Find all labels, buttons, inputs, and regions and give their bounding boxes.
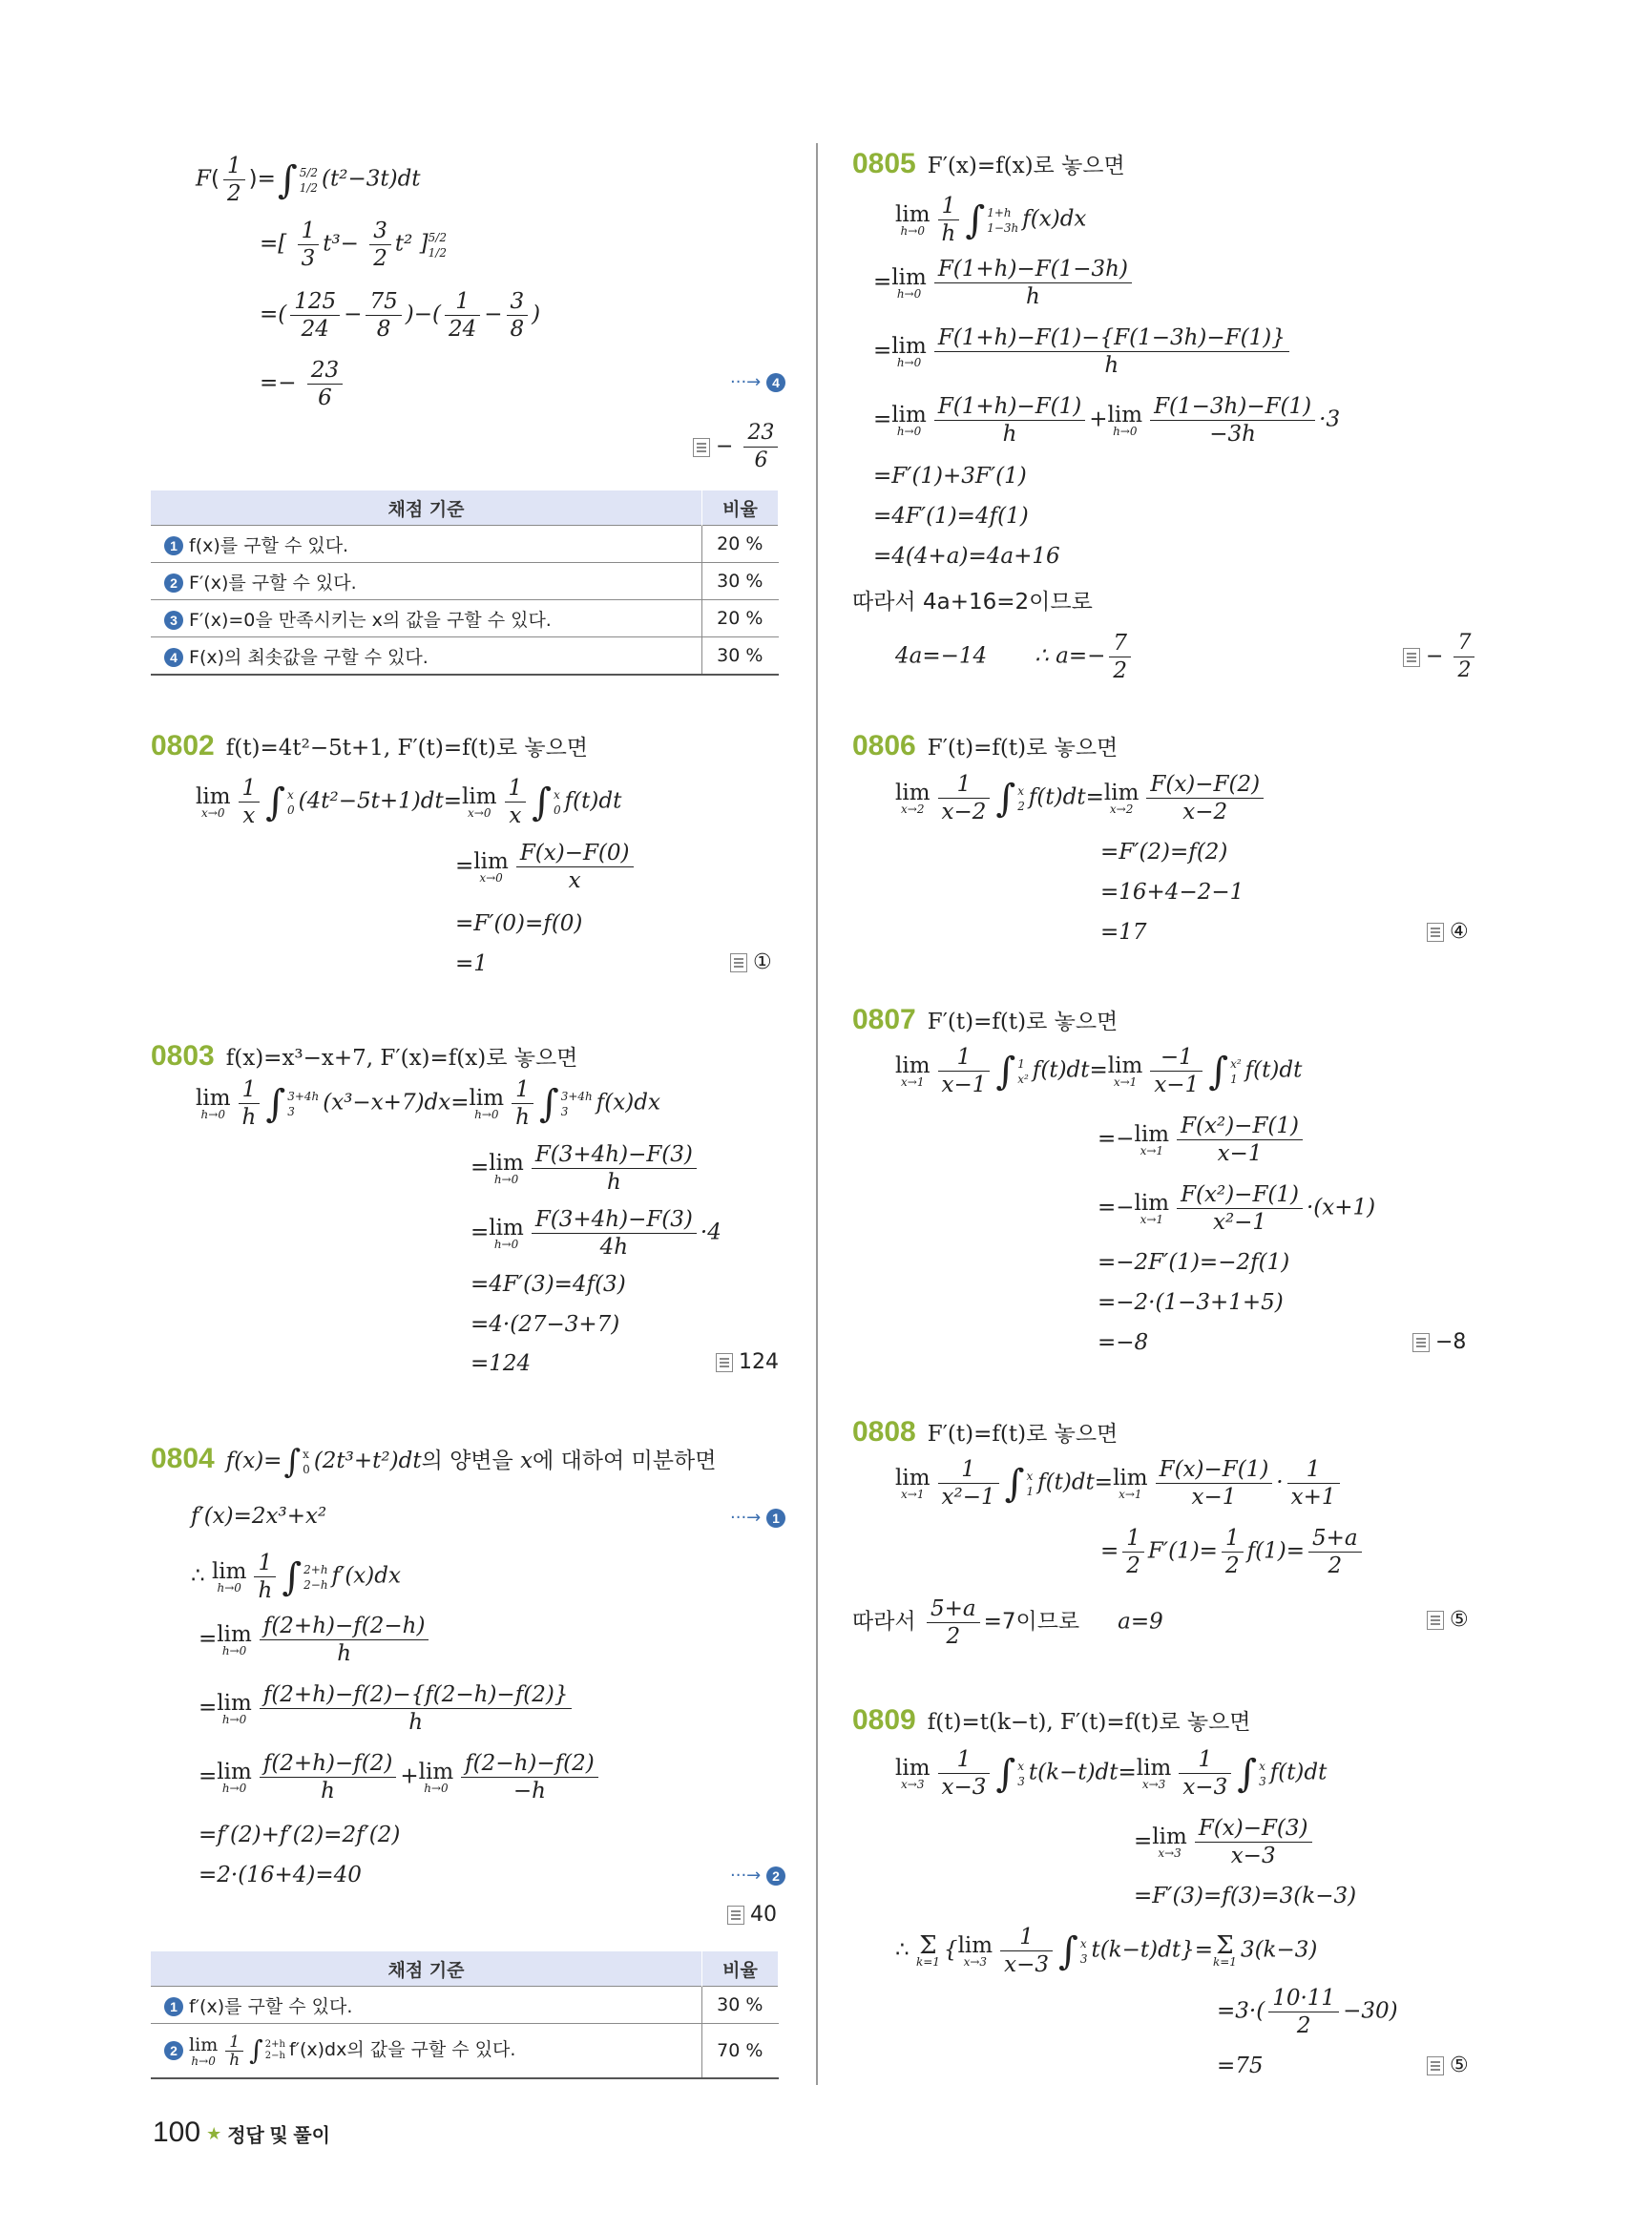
table-header-ratio: 비율 <box>702 490 779 526</box>
answer-0809: ⑤ <box>1427 2054 1469 2077</box>
scoring-table-0804 <box>151 1951 779 2079</box>
answer-0804: 40 <box>727 1903 777 1927</box>
eq-0806-line1: lim x→2 $\frac{1}{x-2}$ ∫ x 2 f(t)dt=lim x→2 $\frac{F(x)-F(2)}{x-2}$ <box>895 771 1267 825</box>
eq-0809-line1: lim x→3 $\frac{1}{x-3}$ ∫ x 3 t(k−t)dt=lim x→3 $\frac{1}{x-3}$ ∫ x 3 f(t)dt <box>895 1747 1328 1800</box>
eq-0805-line9: 4a=−14 ∴ a=− $\frac{7}{2}$ <box>895 630 1135 684</box>
eq-0803-line5: =4·(27−3+7) <box>471 1312 620 1337</box>
table-row: 2 F′(x)를 구할 수 있다. 30 % <box>151 563 779 600</box>
eq-0804-line1: f′(x)=2x³+x² <box>191 1504 327 1529</box>
problem-0806-heading: 0806 F′(t)=f(t)로 놓으면 <box>852 730 1119 761</box>
eq-0804-line3: =lim h→0 $\frac{f(2+h)-f(2-h)}{h}$ <box>199 1613 432 1667</box>
problem-0807-heading: 0807 F′(t)=f(t)로 놓으면 <box>852 1004 1119 1035</box>
eq-0808-line1: lim x→1 $\frac{1}{\text{x²−1}}$ ∫ x 1 f(t)dt=lim x→1 $\frac{F(x)-F(1)}{x-1}$ · $\frac{1}{x+1}$ <box>895 1456 1344 1511</box>
eq-0801-line1: F( $\frac{1}{2}$ )=∫ 5/2 1/2 (t²−3t)dt <box>196 154 421 206</box>
problem-0803-heading: 0803 f(x)=x³−x+7, F′(x)=f(x)로 놓으면 <box>151 1040 578 1072</box>
eq-0806-line2: =F′(2)=f(2) <box>1100 840 1228 865</box>
table-row: 2 lim h→0 $\frac{1}{h}$ ∫ 2+h 2−h f′(x)dx의 값을 구할 수 있다. 70 % <box>151 2024 779 2079</box>
scoring-table-0801 <box>151 490 779 676</box>
eq-0801-line4: =− $\frac{23}{6}$ <box>260 357 346 411</box>
answer-icon <box>1403 648 1420 667</box>
eq-0804-line7: =2·(16+4)=40 <box>199 1863 362 1887</box>
table-row: 3 F′(x)=0을 만족시키는 x의 값을 구할 수 있다. 20 % <box>151 600 779 637</box>
eq-0805-line3: =lim h→0 $\frac{F(1+h)-F(1)-\{F(1-3h)-F(1)\}}{h}$ <box>873 324 1293 379</box>
answer-icon <box>1412 1333 1430 1352</box>
answer-0801: − $\frac{23}{6}$ <box>693 420 782 474</box>
answer-0802: ① <box>730 950 772 974</box>
eq-0807-line6: =−8 <box>1098 1330 1149 1355</box>
eq-0809-line2: =lim x→3 $\frac{F(x)-F(3)}{x-3}$ <box>1134 1815 1316 1869</box>
step-marker-4: ···→ 4 <box>730 372 785 392</box>
table-row: 1 f′(x)를 구할 수 있다. 30 % <box>151 1987 779 2024</box>
eq-0802-line1: lim x→0 $\frac{1}{x}$ ∫ x 0 (4t²−5t+1)dt=lim x→0 $\frac{1}{x}$ ∫ x 0 f(t)dt <box>196 776 622 828</box>
eq-0806-line4: =17 <box>1100 920 1147 945</box>
answer-icon <box>1427 923 1444 942</box>
step-marker-1: ···→ 1 <box>730 1508 785 1528</box>
eq-0805-line1: lim h→0 $\frac{1}{h}$ ∫ 1+h 1−3h f(x)dx <box>895 194 1087 246</box>
eq-0804-line6: =f′(2)+f′(2)=2f′(2) <box>199 1823 401 1847</box>
eq-0805-line5: =F′(1)+3F′(1) <box>873 464 1027 489</box>
eq-0809-line4: ∴ Σ k=1 {lim x→3 $\frac{1}{x-3}$ ∫ x 3 t(k−t)dt}= Σ k=1 3(k−3) <box>895 1925 1318 1977</box>
table-header-criteria: 채점 기준 <box>151 490 702 526</box>
problem-0805-heading: 0805 F′(x)=f(x)로 놓으면 <box>852 148 1125 179</box>
step-marker-2: ···→ 2 <box>730 1866 785 1886</box>
eq-0802-line4: =1 <box>455 951 488 976</box>
eq-0805-line4: =lim h→0 $\frac{F(1+h)-F(1)}{h}$ +lim h→0 $\frac{F(1-3h)-F(1)}{-3h}$ ·3 <box>873 394 1341 447</box>
eq-0803-line4: =4F′(3)=4f(3) <box>471 1272 626 1297</box>
table-row: 4 F(x)의 최솟값을 구할 수 있다. 30 % <box>151 637 779 676</box>
problem-0808-heading: 0808 F′(t)=f(t)로 놓으면 <box>852 1416 1119 1448</box>
star-icon: ★ <box>206 2123 222 2143</box>
eq-0805-line2: =lim h→0 $\frac{F(1+h)-F(1-3h)}{h}$ <box>873 256 1136 310</box>
answer-icon <box>727 1906 744 1925</box>
eq-0808-line2: = $\frac{1}{2}$ F′(1)= $\frac{1}{2}$ f(1)= $\frac{5+a}{2}$ <box>1100 1525 1366 1579</box>
eq-0803-line3: =lim h→0 $\frac{F(3+4h)-F(3)}{4h}$ ·4 <box>471 1207 721 1260</box>
eq-0807-line3: =−lim x→1 $\frac{\text{F(x²)−F(1)}}{\text{x²−1}}$ ·(x+1) <box>1098 1182 1376 1235</box>
eq-0803-line2: =lim h→0 $\frac{F(3+4h)-F(3)}{h}$ <box>471 1141 701 1196</box>
eq-0809-line5: =3·( $\frac{10\cdot 11}{2}$ −30) <box>1217 1986 1398 2038</box>
answer-0805: − $\frac{7}{2}$ <box>1403 630 1478 684</box>
eq-0808-line3: 따라서 $\frac{5+a}{2}$ =7이므로 a=9 <box>852 1596 1163 1649</box>
eq-0803-line6: =124 <box>471 1351 532 1376</box>
page-number: 100 <box>153 2116 201 2148</box>
eq-0801-line3: =( $\frac{125}{24}$ − $\frac{75}{8}$ )−( $\frac{1}{24}$ − $\frac{3}{8}$ ) <box>260 289 541 342</box>
table-header-criteria: 채점 기준 <box>151 1951 702 1987</box>
column-divider <box>816 143 818 2085</box>
eq-0803-line1: lim h→0 $\frac{1}{h}$ ∫ 3+4h 3 (x³−x+7)dx=lim h→0 $\frac{1}{h}$ ∫ 3+4h 3 f(x)dx <box>196 1077 660 1130</box>
footer-title: 정답 및 풀이 <box>227 2125 330 2147</box>
answer-icon <box>1427 1611 1444 1630</box>
eq-0802-line2: =lim x→0 $\frac{F(x)-F(0)}{x}$ <box>455 840 638 894</box>
problem-0802-heading: 0802 f(t)=4t²−5t+1, F′(t)=f(t)로 놓으면 <box>151 730 589 761</box>
eq-0807-line2: =−lim x→1 $\frac{\text{F(x²)−F(1)}}{x-1}$ <box>1098 1113 1307 1167</box>
answer-0808: ⑤ <box>1427 1608 1469 1632</box>
eq-0809-line6: =75 <box>1217 2054 1264 2078</box>
eq-0805-line7: =4(4+a)=4a+16 <box>873 544 1060 569</box>
answer-0803: 124 <box>716 1350 779 1374</box>
page-footer <box>153 2116 330 2149</box>
eq-0804-line5: =lim h→0 $\frac{f(2+h)-f(2)}{h}$ +lim h→0 $\frac{f(2-h)-f(2)}{-h}$ <box>199 1750 602 1804</box>
eq-0805-line8: 따라서 4a+16=2이므로 <box>852 590 1093 615</box>
answer-0807: −8 <box>1412 1330 1466 1354</box>
eq-0801-line2: =[ $\frac{1}{3}$ t³− $\frac{3}{2}$ t² ] 5/2 1/2 <box>260 219 447 271</box>
answer-icon <box>1427 2056 1444 2075</box>
answer-icon <box>730 953 747 972</box>
eq-0806-line3: =16+4−2−1 <box>1100 880 1244 905</box>
table-row: 1 f(x)를 구할 수 있다. 20 % <box>151 526 779 563</box>
answer-0806: ④ <box>1427 920 1469 944</box>
table-header-ratio: 비율 <box>702 1951 779 1987</box>
eq-0802-line3: =F′(0)=f(0) <box>455 911 583 936</box>
eq-0807-line4: =−2F′(1)=−2f(1) <box>1098 1250 1290 1275</box>
answer-icon <box>716 1353 733 1372</box>
eq-0804-line4: =lim h→0 $\frac{f(2+h)-f(2)-\{f(2-h)-f(2)\}}{h}$ <box>199 1681 575 1736</box>
problem-0809-heading: 0809 f(t)=t(k−t), F′(t)=f(t)로 놓으면 <box>852 1704 1251 1736</box>
eq-0804-line2: ∴ lim h→0 $\frac{1}{h}$ ∫ 2+h 2−h f′(x)dx <box>191 1551 401 1603</box>
eq-0807-line1: lim x→1 $\frac{1}{x-1}$ ∫ 1 x² f(t)dt=lim x→1 $\frac{-1}{x-1}$ ∫ x² 1 f(t)dt <box>895 1045 1303 1097</box>
eq-0807-line5: =−2·(1−3+1+5) <box>1098 1290 1284 1315</box>
problem-0804-heading: 0804 f(x)=∫ x 0 (2t³+t²)dt의 양변을 x에 대하여 미분하면 <box>151 1443 717 1481</box>
eq-0805-line6: =4F′(1)=4f(1) <box>873 504 1029 529</box>
eq-0809-line3: =F′(3)=f(3)=3(k−3) <box>1134 1884 1357 1908</box>
answer-icon <box>693 438 710 457</box>
